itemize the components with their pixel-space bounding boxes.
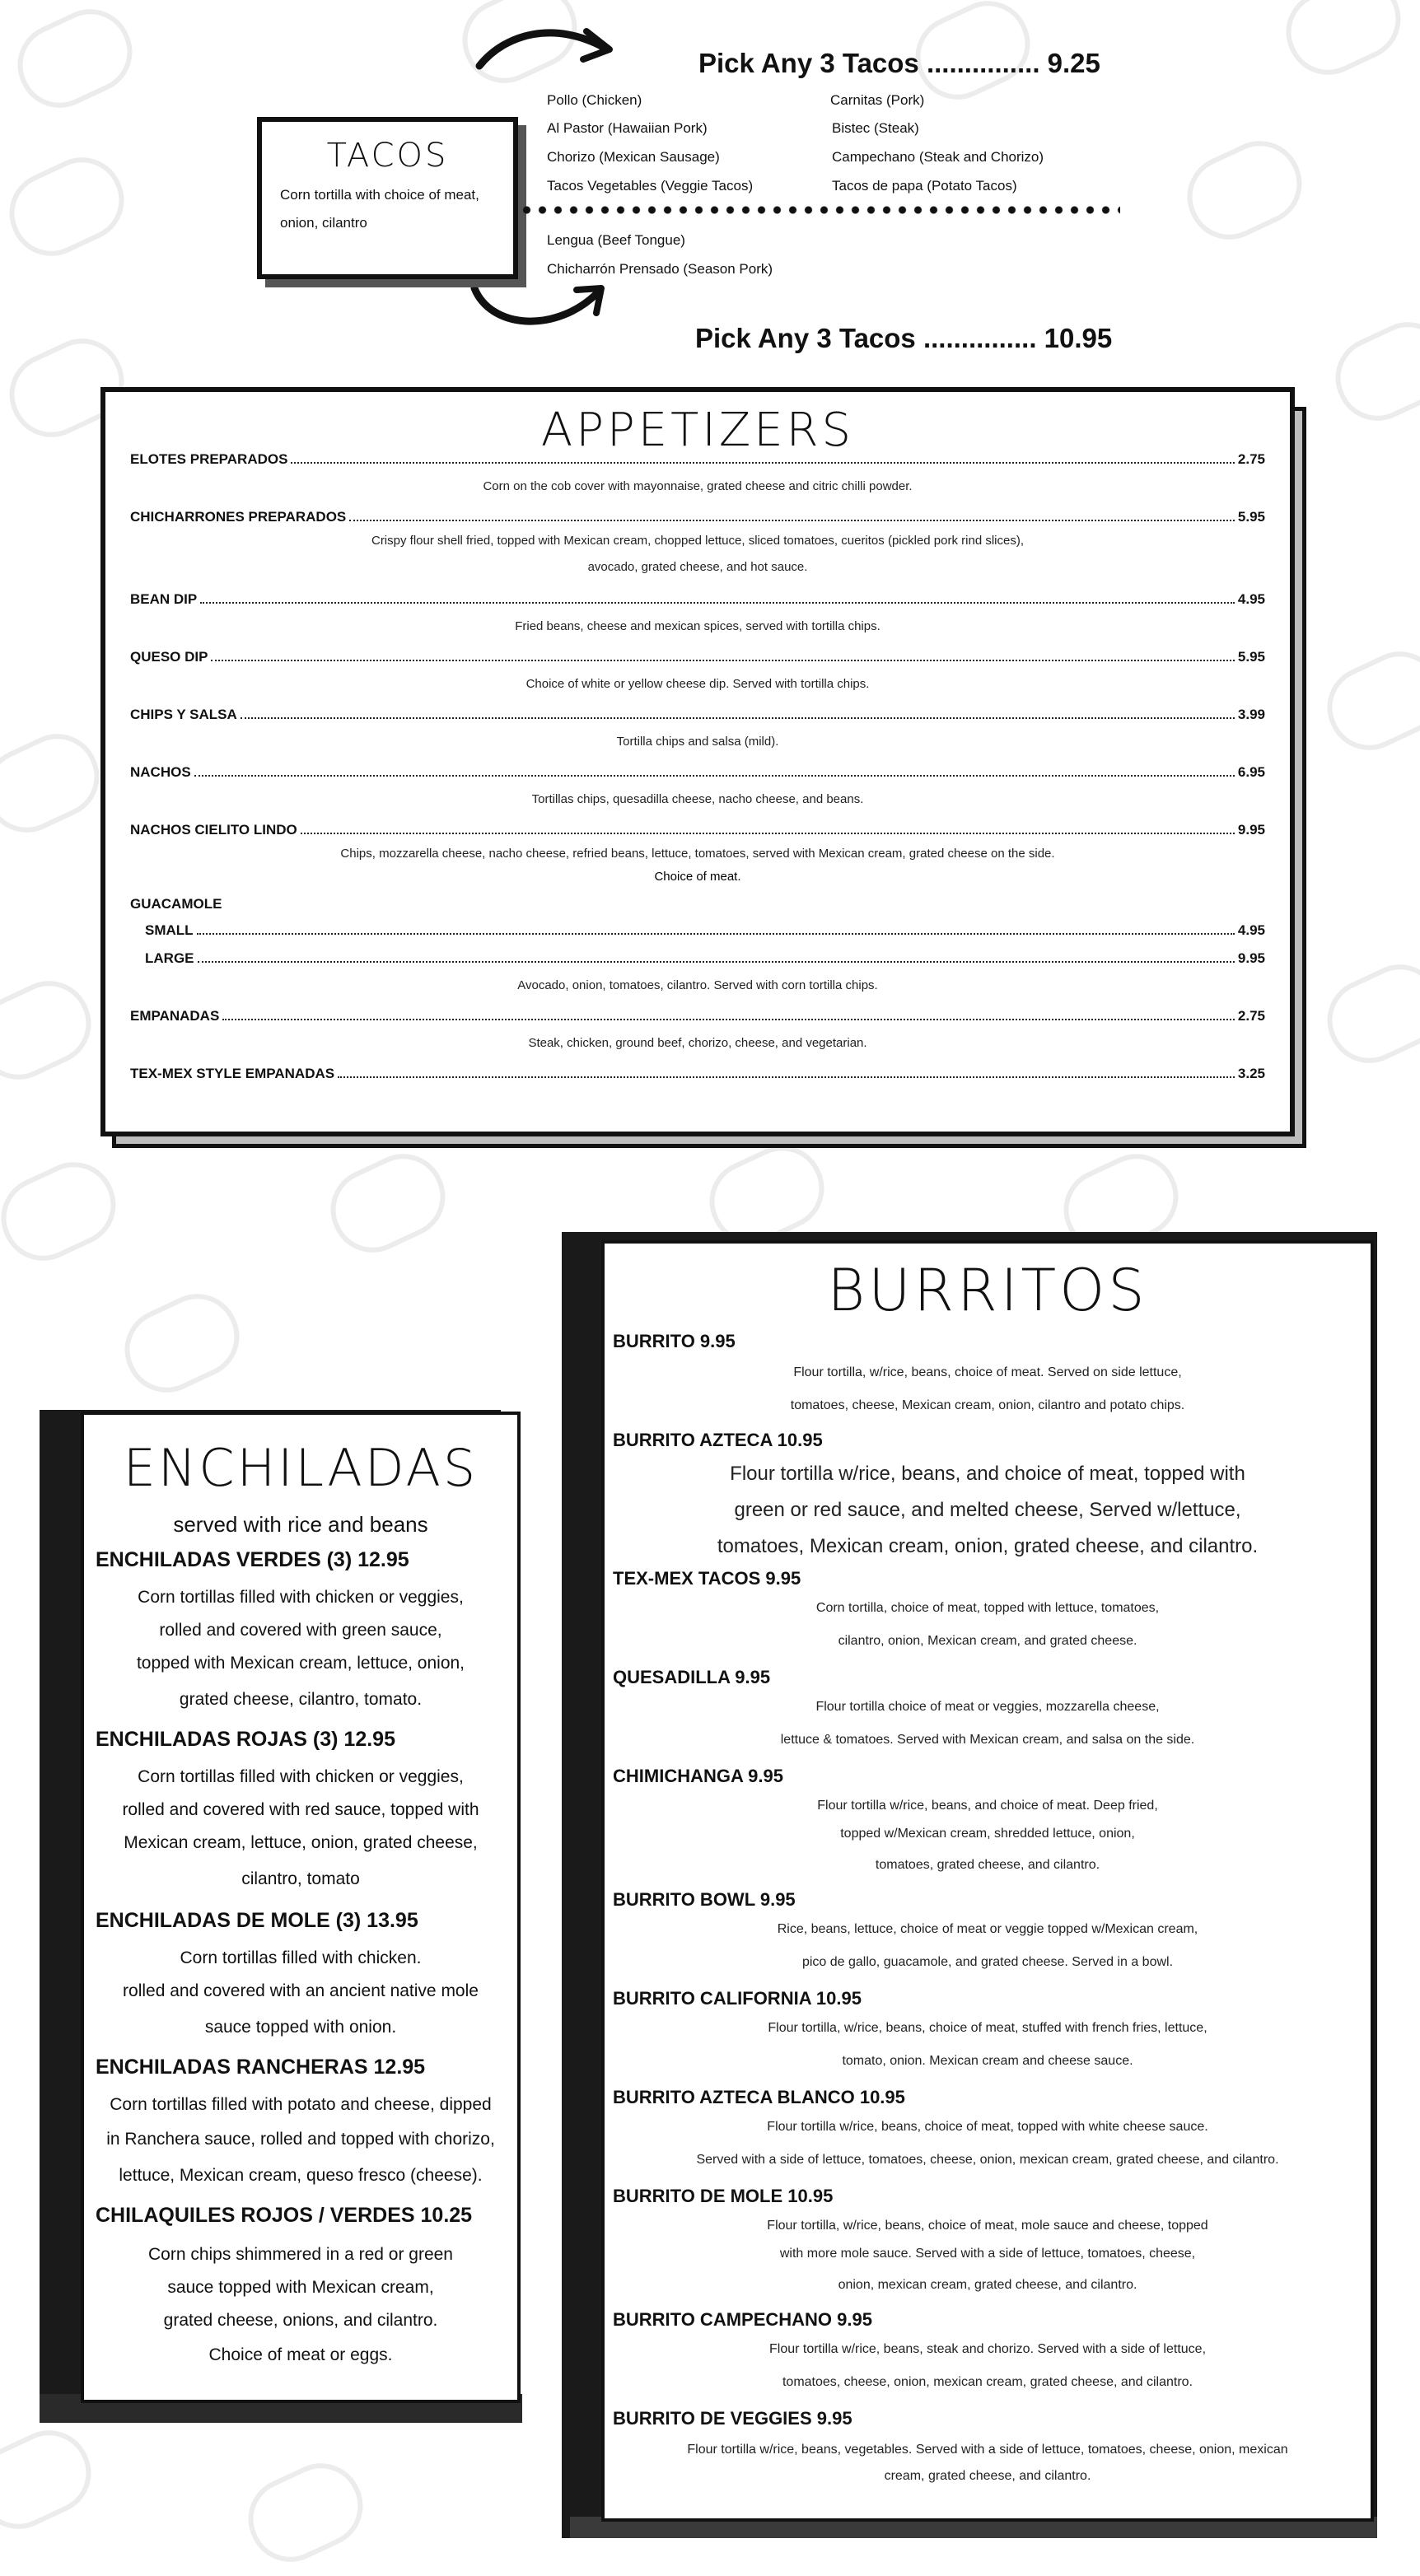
burrito-pattern-icon: [235, 2450, 376, 2575]
curved-arrow-top-icon: [473, 16, 621, 74]
burrito-pattern-icon: [1314, 638, 1420, 763]
dish-description: Flour tortilla w/rice, beans, vegetables. Served with a side of lettuce, tomatoes, cheese, onion, mexican: [687, 2443, 1288, 2457]
dish-description: Flour tortilla w/rice, beans, and choice of meat, topped with: [730, 1463, 1245, 1485]
dish-description: Corn tortillas filled with chicken.: [180, 1948, 422, 1967]
item-description: Tortilla chips and salsa (mild).: [616, 735, 779, 749]
dot-leader: [197, 933, 1235, 935]
tacos-title: TACOS: [326, 137, 449, 175]
menu-item-row: [130, 761, 1265, 781]
item-description: Steak, chicken, ground beef, chorizo, cheese, and vegetarian.: [528, 1036, 867, 1050]
dish-description: topped w/Mexican cream, shredded lettuce, onion,: [840, 1827, 1135, 1841]
dot-leader: [241, 717, 1235, 719]
taco-option: Al Pastor (Hawaiian Pork): [547, 120, 708, 136]
dish-name: ENCHILADAS DE MOLE (3) 13.95: [96, 1909, 418, 1932]
menu-item-row: [145, 919, 1265, 939]
dish-description: sauce topped with onion.: [204, 2018, 397, 2037]
dish-name: CHILAQUILES ROJOS / VERDES 10.25: [96, 2204, 473, 2227]
dish-name: ENCHILADAS ROJAS (3) 12.95: [96, 1728, 395, 1751]
dish-description: Corn tortilla, choice of meat, topped with lettuce, tomatoes,: [815, 1601, 1160, 1615]
taco-option: Campechano (Steak and Chorizo): [832, 149, 1044, 165]
burrito-pattern-icon: [1273, 0, 1414, 88]
dish-name: BURRITO 9.95: [613, 1331, 736, 1351]
item-price: 2.75: [1237, 1008, 1265, 1024]
dish-description: topped with Mexican cream, lettuce, onion,: [136, 1654, 465, 1673]
item-name: ELOTES PREPARADOS: [130, 451, 288, 467]
item-description: avocado, grated cheese, and hot sauce.: [587, 560, 808, 574]
item-name: CHICHARRONES PREPARADOS: [130, 509, 347, 525]
dish-description: tomatoes, cheese, Mexican cream, onion, cilantro and potato chips.: [790, 1398, 1185, 1412]
dish-description: Mexican cream, lettuce, onion, grated cheese,: [124, 1833, 478, 1852]
dish-description: Served with a side of lettuce, tomatoes, cheese, onion, mexican cream, grated cheese, and cilantro.: [696, 2153, 1279, 2167]
dot-leader: [198, 961, 1235, 963]
dish-description: Corn chips shimmered in a red or green: [147, 2245, 453, 2264]
burritos-board: [562, 1232, 1382, 2538]
appetizers-title: APPETIZERS: [540, 404, 855, 457]
appetizers-board: [100, 387, 1295, 1136]
dot-leader: [194, 775, 1235, 777]
dish-description: Flour tortilla w/rice, beans, and choice of meat. Deep fried,: [817, 1799, 1158, 1813]
enchiladas-subtitle: served with rice and beans: [173, 1512, 428, 1537]
taco-option: Tacos de papa (Potato Tacos): [832, 178, 1017, 194]
burrito-pattern-icon: [4, 0, 146, 121]
dot-leader: [222, 1019, 1235, 1020]
item-name: CHIPS Y SALSA: [130, 707, 237, 722]
dish-description: Corn tortillas filled with chicken or veggies,: [138, 1588, 464, 1607]
dish-description: Flour tortilla, w/rice, beans, choice of meat. Served on side lettuce,: [793, 1365, 1182, 1379]
menu-item-row: [130, 1005, 1265, 1024]
taco-option: Pollo (Chicken): [547, 92, 642, 108]
dish-description: in Ranchera sauce, rolled and topped with chorizo,: [106, 2130, 495, 2149]
dish-description: pico de gallo, guacamole, and grated cheese. Served in a bowl.: [801, 1955, 1174, 1969]
burrito-pattern-icon: [0, 144, 138, 269]
item-description: Corn on the cob cover with mayonnaise, grated cheese and citric chilli powder.: [483, 479, 913, 493]
burrito-pattern-icon: [111, 1281, 253, 1406]
item-description: Choice of meat.: [654, 870, 741, 884]
pick-3-tacos-price-regular: Pick Any 3 Tacos ............... 9.25: [698, 48, 1100, 78]
dish-name: ENCHILADAS RANCHERAS 12.95: [96, 2056, 426, 2079]
item-price: 9.95: [1237, 950, 1265, 966]
taco-option: Tacos Vegetables (Veggie Tacos): [547, 178, 754, 194]
dish-description: tomatoes, grated cheese, and cilantro.: [875, 1858, 1100, 1872]
dish-description: with more mole sauce. Served with a side of lettuce, tomatoes, cheese,: [779, 2247, 1196, 2261]
burrito-pattern-icon: [1322, 309, 1420, 434]
dish-description: Flour tortilla w/rice, beans, steak and chorizo. Served with a side of lettuce,: [768, 2342, 1207, 2356]
taco-option: Chorizo (Mexican Sausage): [547, 149, 720, 165]
item-description: Fried beans, cheese and mexican spices, served with tortilla chips.: [515, 619, 880, 633]
curved-arrow-bottom-icon: [466, 272, 614, 338]
dot-leader: [349, 520, 1235, 521]
menu-item-row: [145, 947, 1265, 967]
dish-description: tomato, onion. Mexican cream and cheese sauce.: [842, 2054, 1133, 2068]
item-price: 6.95: [1237, 764, 1265, 780]
item-price: 5.95: [1237, 509, 1265, 525]
menu-item-row: [130, 1062, 1265, 1082]
dish-description: Flour tortilla, w/rice, beans, choice of meat, stuffed with french fries, lettuce,: [768, 2021, 1207, 2035]
tacos-description: Corn tortilla with choice of meat, onion, cilantro: [280, 187, 479, 231]
dish-name: ENCHILADAS VERDES (3) 12.95: [96, 1548, 409, 1571]
dish-name: BURRITO AZTECA 10.95: [613, 1430, 823, 1450]
dot-leader: [301, 833, 1235, 834]
dish-description: Corn tortillas filled with potato and cheese, dipped: [110, 2095, 492, 2114]
item-name: LARGE: [145, 950, 194, 966]
dish-description: Rice, beans, lettuce, choice of meat or veggie topped w/Mexican cream,: [777, 1922, 1198, 1936]
guacamole-heading: GUACAMOLE: [130, 896, 222, 912]
menu-item-row: [130, 819, 1265, 838]
burrito-pattern-icon: [0, 968, 105, 1093]
item-description: Chips, mozzarella cheese, nacho cheese, refried beans, lettuce, tomatoes, served with Mexican cream, grated cheese on the side.: [340, 847, 1055, 861]
board-face: [100, 387, 1295, 1136]
menu-item-row: [130, 588, 1265, 608]
item-price: 4.95: [1237, 922, 1265, 938]
item-name: QUESO DIP: [130, 649, 208, 665]
dish-description: cilantro, onion, Mexican cream, and grated cheese.: [838, 1634, 1137, 1648]
dot-leader: [200, 602, 1235, 604]
dot-leader: [211, 660, 1234, 661]
dish-name: QUESADILLA 9.95: [613, 1667, 771, 1687]
dish-description: rolled and covered with red sauce, topped with: [122, 1800, 479, 1819]
dish-description: onion, mexican cream, grated cheese, and cilantro.: [838, 2278, 1137, 2292]
item-price: 3.25: [1237, 1066, 1265, 1081]
menu-item-row: [130, 703, 1265, 723]
menu-item-row: [130, 506, 1265, 525]
dot-leader: [338, 1076, 1235, 1078]
dotted-divider: [519, 204, 1120, 216]
item-name: TEX-MEX STYLE EMPANADAS: [130, 1066, 335, 1081]
menu-item-row: [130, 646, 1265, 665]
dish-name: CHIMICHANGA 9.95: [613, 1766, 783, 1786]
item-description: Crispy flour shell fried, topped with Mexican cream, chopped lettuce, sliced tomatoes, cueritos (pickled pork rind slices),: [371, 534, 1024, 548]
item-price: 9.95: [1237, 822, 1265, 838]
dish-description: Corn tortillas filled with chicken or veggies,: [138, 1767, 464, 1786]
item-price: 3.99: [1237, 707, 1265, 722]
dish-description: lettuce, Mexican cream, queso fresco (cheese).: [119, 2166, 483, 2185]
item-description: Tortillas chips, quesadilla cheese, nacho cheese, and beans.: [531, 792, 864, 806]
dish-description: green or red sauce, and melted cheese, Served w/lettuce,: [734, 1499, 1241, 1521]
tacos-box: [257, 117, 518, 279]
dish-description: tomatoes, cheese, onion, mexican cream, grated cheese, and cilantro.: [782, 2375, 1193, 2389]
taco-option: Bistec (Steak): [832, 120, 919, 136]
burritos-title: BURRITOS: [827, 1257, 1148, 1324]
taco-option-premium: Chicharrón Prensado (Season Pork): [547, 261, 773, 277]
burrito-pattern-icon: [0, 1149, 129, 1274]
dish-description: rolled and covered with an ancient native mole: [123, 1981, 479, 2000]
dish-name: BURRITO CAMPECHANO 9.95: [613, 2309, 872, 2330]
enchiladas-title: ENCHILADAS: [123, 1438, 479, 1498]
dot-leader: [291, 462, 1234, 464]
enchiladas-board: [40, 1410, 522, 2423]
dish-description: Flour tortilla choice of meat or veggies, mozzarella cheese,: [815, 1700, 1160, 1714]
dish-description: lettuce & tomatoes. Served with Mexican cream, and salsa on the side.: [780, 1733, 1195, 1747]
item-name: BEAN DIP: [130, 591, 198, 607]
dish-description: grated cheese, cilantro, tomato.: [179, 1690, 423, 1709]
item-description: Choice of white or yellow cheese dip. Served with tortilla chips.: [525, 677, 870, 691]
dish-name: BURRITO AZTECA BLANCO 10.95: [613, 2087, 905, 2107]
dish-description: sauce topped with Mexican cream,: [167, 2278, 434, 2297]
item-price: 2.75: [1237, 451, 1265, 467]
taco-option: Carnitas (Pork): [830, 92, 925, 108]
burrito-pattern-icon: [0, 2417, 105, 2542]
dish-description: tomatoes, Mexican cream, onion, grated cheese, and cilantro.: [717, 1535, 1259, 1557]
item-description: Avocado, onion, tomatoes, cilantro. Served with corn tortilla chips.: [517, 978, 878, 992]
item-name: EMPANADAS: [130, 1008, 220, 1024]
pick-3-tacos-price-premium: Pick Any 3 Tacos ............... 10.95: [695, 323, 1113, 353]
item-name: SMALL: [145, 922, 194, 938]
dish-name: BURRITO DE VEGGIES 9.95: [613, 2408, 852, 2429]
dish-description: cream, grated cheese, and cilantro.: [884, 2469, 1091, 2483]
item-price: 5.95: [1237, 649, 1265, 665]
dish-name: BURRITO CALIFORNIA 10.95: [613, 1988, 862, 2009]
dish-description: Flour tortilla w/rice, beans, choice of meat, topped with white cheese sauce.: [767, 2120, 1208, 2134]
burrito-pattern-icon: [1314, 951, 1420, 1076]
burrito-pattern-icon: [317, 1141, 459, 1266]
item-name: NACHOS: [130, 764, 191, 780]
dish-description: Flour tortilla, w/rice, beans, choice of meat, mole sauce and cheese, topped: [767, 2219, 1208, 2233]
item-price: 4.95: [1237, 591, 1265, 607]
burrito-pattern-icon: [1174, 128, 1315, 253]
dish-name: BURRITO DE MOLE 10.95: [613, 2186, 834, 2206]
dish-description: Choice of meat or eggs.: [208, 2345, 393, 2364]
dish-description: rolled and covered with green sauce,: [159, 1621, 442, 1640]
burrito-pattern-icon: [0, 721, 113, 846]
menu-item-row: [130, 448, 1265, 468]
dish-name: TEX-MEX TACOS 9.95: [613, 1568, 801, 1589]
dish-description: cilantro, tomato: [241, 1869, 360, 1888]
board-face: [81, 1412, 521, 2403]
board-face: [601, 1240, 1374, 2522]
dish-description: grated cheese, onions, and cilantro.: [163, 2311, 438, 2330]
taco-option-premium: Lengua (Beef Tongue): [547, 232, 685, 248]
dish-name: BURRITO BOWL 9.95: [613, 1889, 796, 1910]
item-name: NACHOS CIELITO LINDO: [130, 822, 297, 838]
